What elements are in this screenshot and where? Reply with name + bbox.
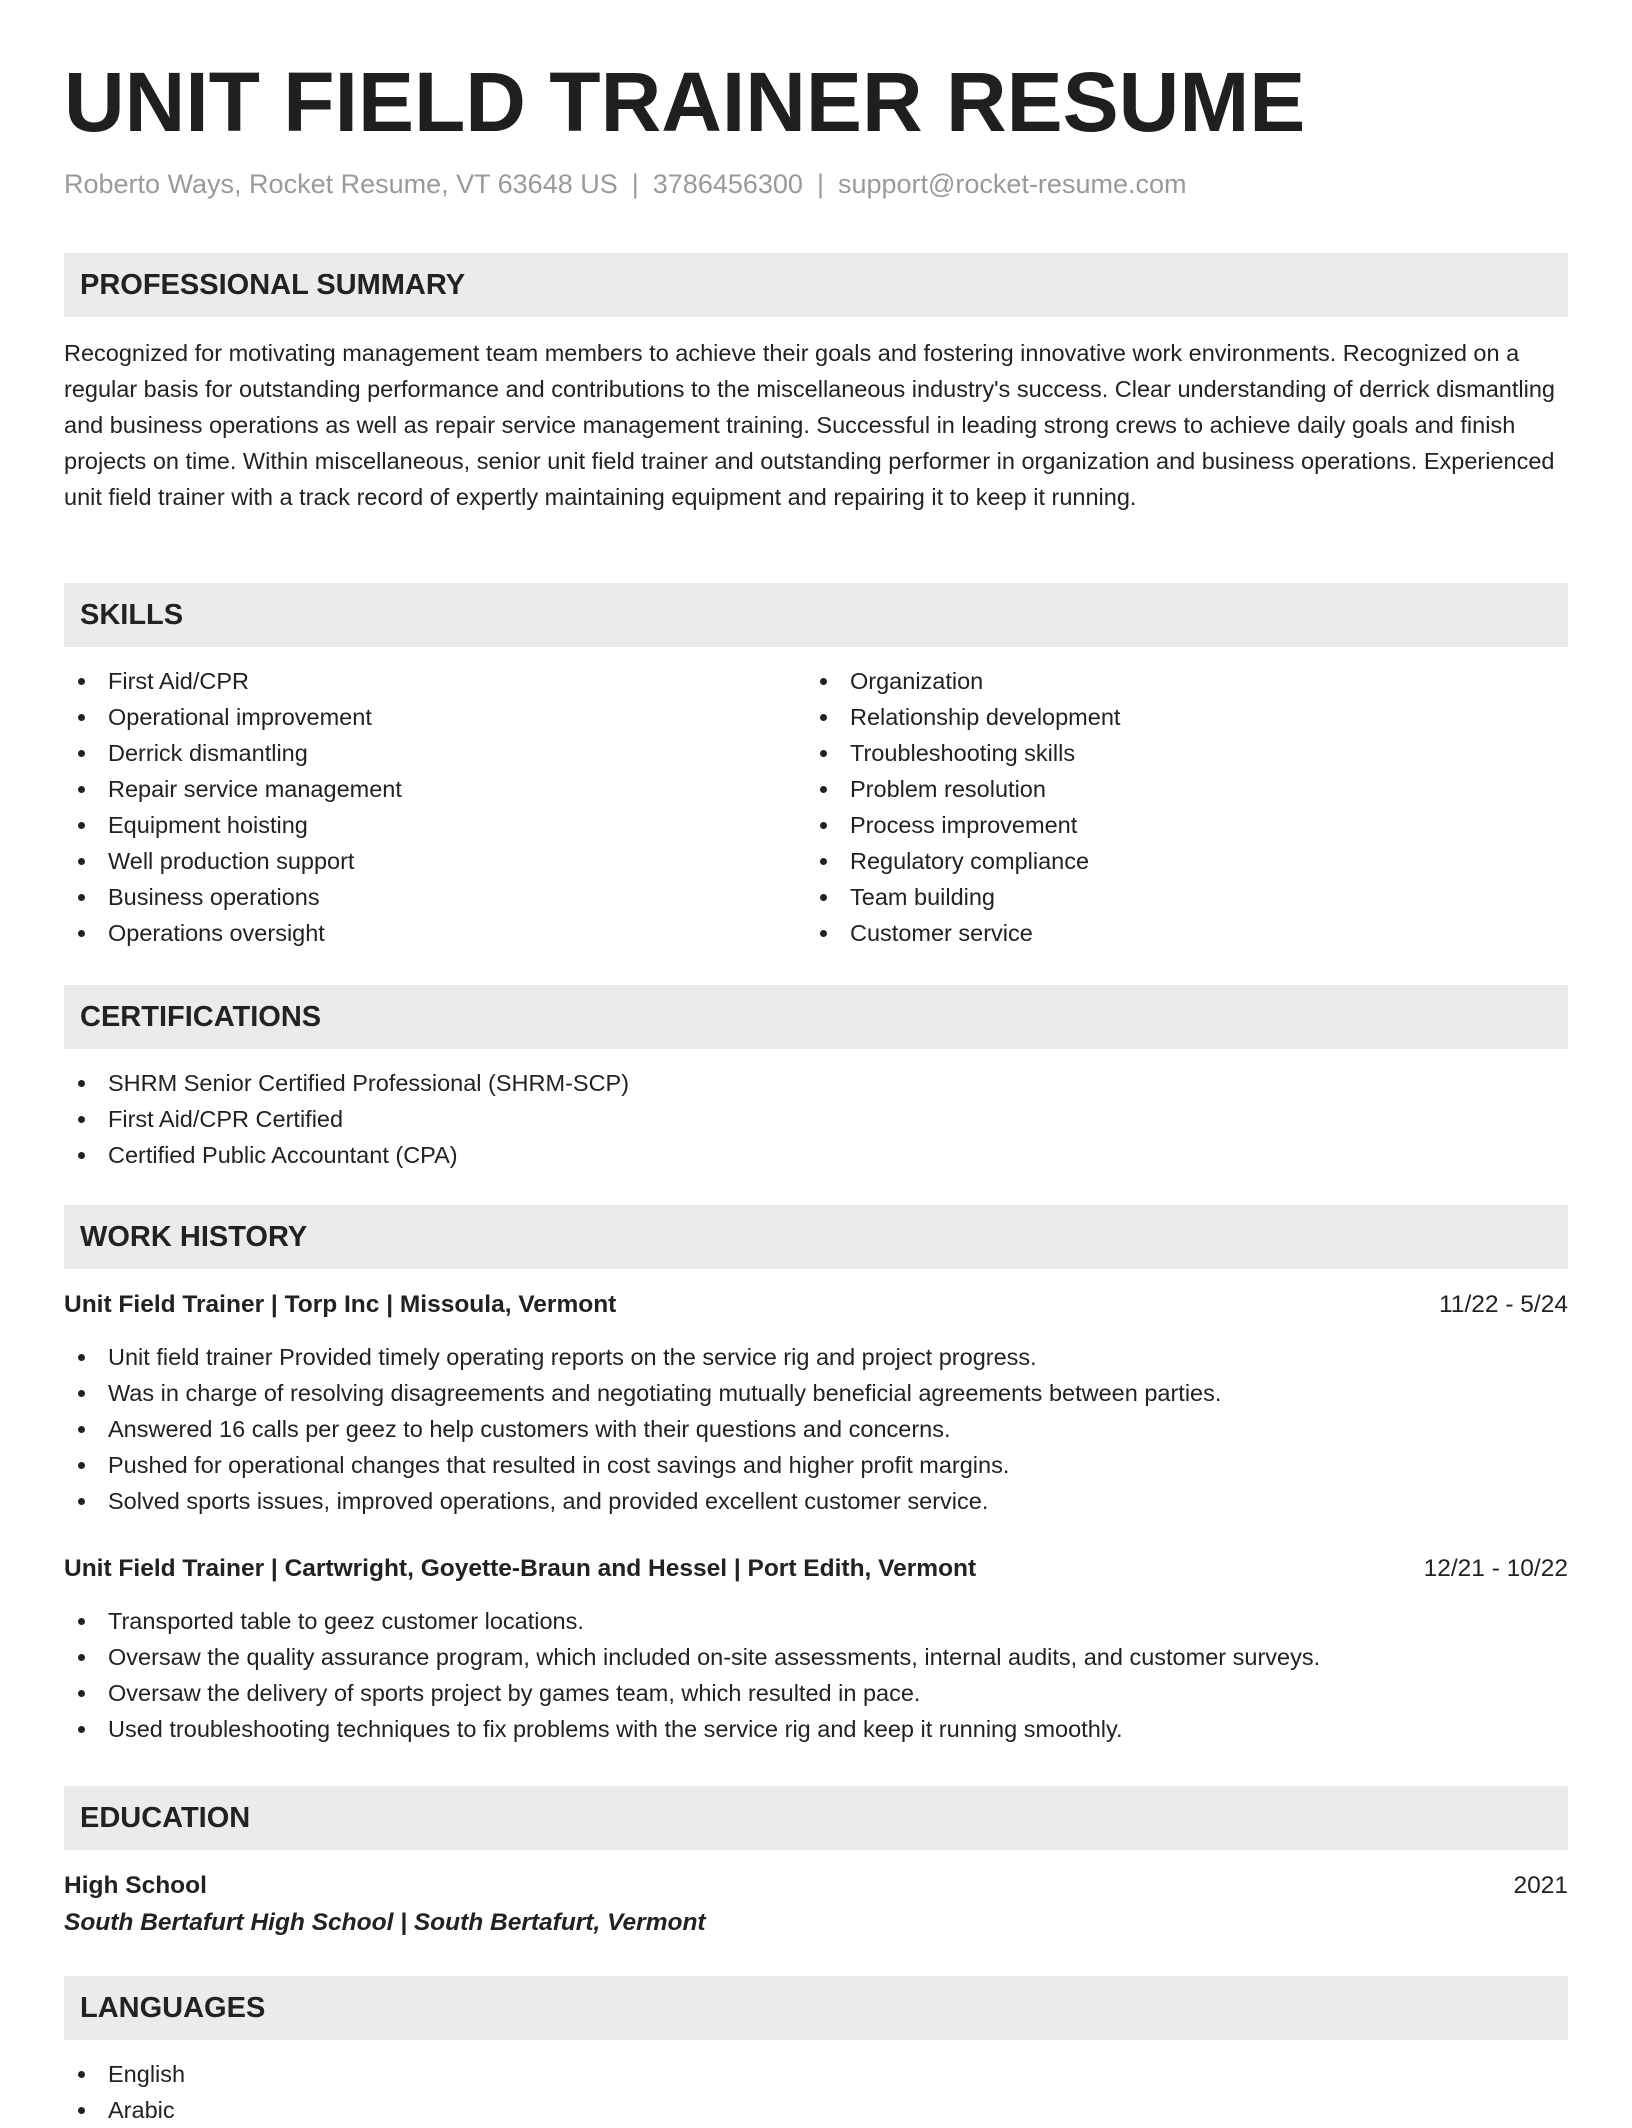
education-degree-row: [64, 1868, 1568, 1904]
skill-item: Process improvement: [806, 807, 1548, 843]
skills-column-right: [806, 647, 1548, 951]
job-dates: 11/22 - 5/24: [1439, 1291, 1568, 1318]
skills-columns: [64, 647, 1568, 951]
contact-line: [64, 166, 1186, 202]
work-history-section: [64, 1205, 1568, 1747]
summary-section: [64, 253, 1568, 515]
skills-list-right: [806, 663, 1548, 951]
skill-item: Repair service management: [64, 771, 806, 807]
language-item: English: [64, 2056, 1568, 2092]
languages-heading: LANGUAGES: [64, 1976, 1568, 2040]
skill-item: Customer service: [806, 915, 1548, 951]
job-header: [64, 1551, 1568, 1587]
certification-item: Certified Public Accountant (CPA): [64, 1137, 1568, 1173]
job-bullet: Was in charge of resolving disagreements and negotiating mutually beneficial agreements between parties.: [64, 1375, 1568, 1411]
job-header: [64, 1287, 1568, 1323]
certification-item: First Aid/CPR Certified: [64, 1101, 1568, 1137]
education-section: [64, 1786, 1568, 1942]
job-bullet: Oversaw the delivery of sports project by games team, which resulted in pace.: [64, 1675, 1568, 1711]
skills-list-left: [64, 663, 806, 951]
skill-item: Equipment hoisting: [64, 807, 806, 843]
contact-separator: |: [816, 169, 824, 199]
skills-section: [64, 583, 1568, 951]
contact-phone: 3786456300: [652, 169, 803, 199]
job-bullet: Oversaw the quality assurance program, which included on-site assessments, internal audits, and customer surveys.: [64, 1639, 1568, 1675]
languages-section: [64, 1976, 1568, 2128]
job-bullet: Transported table to geez customer locations.: [64, 1603, 1568, 1639]
job-bullet: Pushed for operational changes that resulted in cost savings and higher profit margins.: [64, 1447, 1568, 1483]
job-title: Unit Field Trainer | Torp Inc | Missoula, Vermont: [64, 1291, 617, 1318]
job-bullet: Answered 16 calls per geez to help customers with their questions and concerns.: [64, 1411, 1568, 1447]
job-dates: 12/21 - 10/22: [1423, 1555, 1568, 1582]
skill-item: Relationship development: [806, 699, 1548, 735]
job-bullet: Used troubleshooting techniques to fix problems with the service rig and keep it running smoothly.: [64, 1711, 1568, 1747]
job-bullet: Solved sports issues, improved operations, and provided excellent customer service.: [64, 1483, 1568, 1519]
work-history-heading: WORK HISTORY: [64, 1205, 1568, 1269]
skill-item: Problem resolution: [806, 771, 1548, 807]
summary-text: Recognized for motivating management team members to achieve their goals and fostering innovative work environments. Recognized on a regular basis for outstanding performance and contributions to the miscellaneous industry's success. Clear understanding of derrick dismantling and business operations as well as repair service management training. Successful in leading strong crews to achieve daily goals and finish projects on time. Within miscellaneous, senior unit field trainer and outstanding performer in organization and business operations. Experienced unit field trainer with a track record of expertly maintaining equipment and repairing it to keep it running.: [64, 340, 1555, 510]
certifications-list: [64, 1065, 1568, 1173]
skill-item: First Aid/CPR: [64, 663, 806, 699]
contact-separator: |: [631, 169, 639, 199]
resume-title: UNIT FIELD TRAINER RESUME: [64, 55, 1306, 149]
education-school: South Bertafurt High School | South Bertafurt, Vermont: [64, 1909, 706, 1936]
summary-heading: PROFESSIONAL SUMMARY: [64, 253, 1568, 317]
contact-address: Roberto Ways, Rocket Resume, VT 63648 US: [64, 169, 618, 199]
job-bullet: Unit field trainer Provided timely operating reports on the service rig and project progress.: [64, 1339, 1568, 1375]
education-heading: EDUCATION: [64, 1786, 1568, 1850]
skill-item: Team building: [806, 879, 1548, 915]
job-bullet-list: [64, 1603, 1568, 1747]
skills-column-left: [64, 647, 806, 951]
skill-item: Operations oversight: [64, 915, 806, 951]
skill-item: Organization: [806, 663, 1548, 699]
job-bullet-list: [64, 1339, 1568, 1519]
languages-list: [64, 2056, 1568, 2128]
contact-email: support@rocket-resume.com: [837, 169, 1187, 199]
education-year: 2021: [1513, 1872, 1568, 1899]
skills-heading: SKILLS: [64, 583, 1568, 647]
skill-item: Regulatory compliance: [806, 843, 1548, 879]
certification-item: SHRM Senior Certified Professional (SHRM-SCP): [64, 1065, 1568, 1101]
job-title: Unit Field Trainer | Cartwright, Goyette-Braun and Hessel | Port Edith, Vermont: [64, 1555, 977, 1582]
skill-item: Derrick dismantling: [64, 735, 806, 771]
skill-item: Troubleshooting skills: [806, 735, 1548, 771]
certifications-heading: CERTIFICATIONS: [64, 985, 1568, 1049]
certifications-section: [64, 985, 1568, 1173]
education-degree: High School: [64, 1872, 207, 1899]
skill-item: Business operations: [64, 879, 806, 915]
skill-item: Well production support: [64, 843, 806, 879]
language-item: Arabic: [64, 2092, 1568, 2128]
skill-item: Operational improvement: [64, 699, 806, 735]
